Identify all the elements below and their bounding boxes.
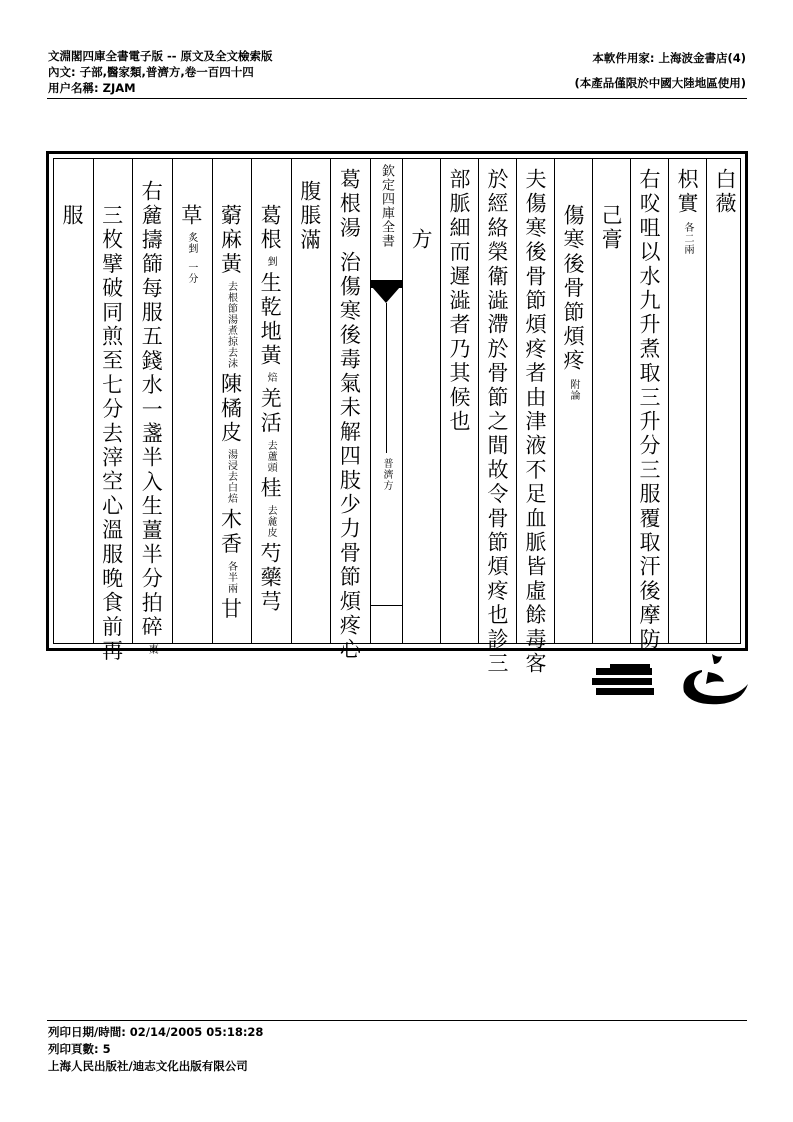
text-column (713, 168, 737, 216)
text-column (561, 204, 585, 401)
page-frame (46, 151, 748, 677)
interlinear-note: 去麄皮 (265, 504, 277, 538)
column-rule (554, 158, 555, 644)
text-column (485, 168, 509, 676)
column-rule (516, 158, 517, 644)
column-rule (668, 158, 669, 644)
logo-mark-left (592, 664, 654, 695)
header-rule (47, 98, 747, 99)
column-main-text: 木香 (218, 508, 243, 557)
interlinear-note: 附論 (568, 379, 579, 402)
interlinear-note: 一分 (185, 262, 197, 285)
licensee: 本軟件用家: 上海波金書店(4) (592, 51, 746, 65)
gutter-center-line (386, 303, 387, 453)
column-rule (478, 158, 479, 644)
column-rule (93, 158, 94, 644)
column-rule (370, 158, 371, 644)
gutter-lower-rule (371, 605, 402, 606)
column-main-text: 部脈細而遲澁者乃其候也 (447, 168, 471, 435)
text-column (523, 168, 547, 676)
column-main-text: 於經絡榮衛澁滯於骨節之間故令骨節煩疼也診三 (485, 168, 509, 677)
column-main-text: 草 (178, 204, 203, 229)
column-main-text: 芍藥 (258, 541, 283, 591)
column-main-text: 服 (60, 204, 84, 229)
column-main-text: 治傷寒後毒氣未解四肢少力骨節煩疼心 (337, 250, 362, 663)
interlinear-note: 去根節湯煮掠去沫 (225, 280, 237, 369)
text-column (179, 204, 203, 288)
column-main-text: 己膏 (599, 204, 623, 253)
column-main-text: 葛根湯 (337, 168, 362, 241)
column-rule (251, 158, 252, 644)
header-left (48, 48, 273, 96)
column-main-text: 方 (409, 228, 433, 253)
column-main-text: 葛根 (258, 204, 283, 253)
column-rule (291, 158, 292, 644)
text-column (100, 204, 124, 664)
column-rule (440, 158, 441, 644)
print-page-count: 列印頁數: 5 (48, 1042, 111, 1056)
text-column (60, 204, 84, 228)
text-column (337, 168, 361, 662)
edition-title: 文淵閣四庫全書電子版 -- 原文及全文檢索版 (48, 49, 273, 63)
column-main-text: 生乾地黃 (258, 271, 283, 369)
header-right (574, 50, 746, 91)
column-main-text: 甘 (218, 597, 243, 622)
text-column (298, 180, 322, 253)
gutter-fish-tail (372, 287, 400, 303)
content-path: 內文: 子部,醫家類,普濟方,卷一百四十四 (48, 65, 254, 79)
gutter-book-title: 普濟方 (381, 458, 392, 491)
column-main-text: 夫傷寒後骨節煩疼者由津液不足血脈皆虛餘毒客 (523, 168, 547, 677)
interlinear-note: 剉 (265, 256, 277, 268)
column-main-text: 三枚擘破同煎至七分去滓空心溫服晚食前再 (99, 204, 124, 664)
column-main-text: 麻黃 (218, 228, 243, 277)
column-rule (212, 158, 213, 644)
print-datetime: 列印日期/時間: 02/14/2005 05:18:28 (48, 1025, 264, 1039)
text-column (219, 204, 243, 622)
interlinear-note: 各半兩 (225, 560, 237, 594)
footer (48, 1024, 263, 1075)
column-rule (330, 158, 331, 644)
column-main-text: 陳橘皮 (218, 372, 243, 446)
interlinear-note: 焙 (265, 372, 277, 384)
column-rule (132, 158, 133, 644)
column-main-text: 桂 (258, 476, 283, 501)
column-main-text: 右㕮咀以水九升煮取三升分三服覆取汗後摩防 (637, 168, 661, 652)
column-rule (592, 158, 593, 644)
column-main-text: 右麄擣篩每服五錢水一盞半入生薑半分拍碎 (139, 180, 164, 640)
column-main-text: 白薇 (713, 168, 737, 217)
interlinear-note: 棗 (146, 643, 158, 655)
interlinear-note: 各二兩 (682, 222, 693, 256)
text-column (599, 204, 623, 252)
column-rule (630, 158, 631, 644)
text-column (675, 168, 699, 255)
column-main-text: 傷寒後骨節煩疼 (561, 204, 585, 374)
text-column (258, 204, 282, 614)
column-main-text: 芎 (258, 590, 283, 615)
text-column (409, 228, 433, 252)
interlinear-note: 湯浸去白焙 (225, 449, 237, 505)
column-main-text: 藭 (218, 204, 243, 229)
column-rule (402, 158, 403, 644)
publishers: 上海人民出版社/迪志文化出版有限公司 (48, 1059, 248, 1073)
gutter-title: 欽定四庫全書 (379, 164, 394, 248)
footer-rule (47, 1020, 747, 1021)
column-main-text: 腹脹滿 (297, 180, 322, 253)
publisher-logo (590, 650, 750, 710)
column-main-text: 枳實 (675, 168, 699, 217)
text-column (447, 168, 471, 434)
interlinear-note: 去蘆頭 (265, 439, 277, 473)
logo-mark-right (683, 654, 748, 704)
region-notice: (本產品僅限於中國大陸地區使用) (574, 76, 746, 90)
column-rule (172, 158, 173, 644)
column-rule (706, 158, 707, 644)
interlinear-note: 炙剉 (185, 232, 197, 255)
column-main-text: 羌活 (258, 387, 283, 436)
text-column (637, 168, 661, 652)
user-name: 用户名稱: ZJAM (48, 81, 136, 95)
text-column (139, 180, 163, 659)
